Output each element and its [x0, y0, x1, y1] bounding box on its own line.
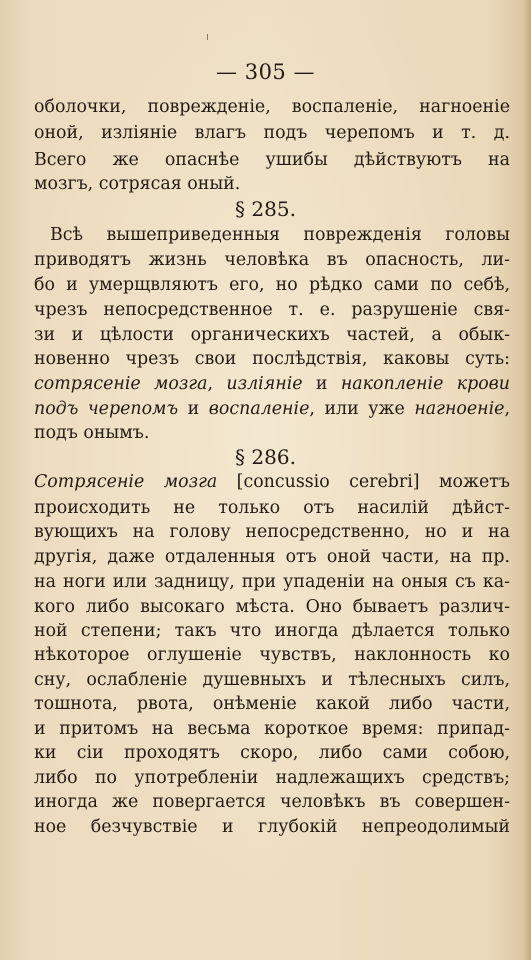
text-line: иногда же повергается человѣкъ въ совершен-: [34, 792, 510, 812]
italic-term: накопленіе крови: [340, 374, 510, 394]
text-line: Всего же опаснѣе ушибы дѣйствуютъ на: [34, 150, 510, 170]
text-line: приводятъ жизнь человѣка въ опасность, ли-: [34, 250, 510, 270]
text-line: чрезъ непосредственное т. е. разрушеніе свя-: [34, 300, 510, 320]
text-line: мозгъ, сотрясая оный.: [34, 174, 241, 194]
text-line: кого либо высокаго мѣста. Оно бываетъ различ-: [34, 597, 510, 617]
text-line-mixed: [34, 397, 510, 421]
text-span: , или уже: [309, 399, 415, 419]
section-heading-285: § 285.: [235, 197, 296, 221]
text-line: ной степени; такъ что иногда дѣлается только: [34, 621, 510, 641]
text-line: оной, излiянiе влагъ подъ черепомъ и т. д.: [34, 123, 510, 143]
italic-term: излiянiе: [226, 374, 303, 394]
text-line: ное безчувствіе и глубокій непреодолимый: [34, 817, 510, 837]
text-line-mixed: [34, 470, 510, 494]
text-span: ,: [504, 399, 510, 419]
section-heading-286: § 286.: [235, 445, 296, 469]
text-line: тошнота, рвота, онѣменіе какой либо части,: [34, 694, 510, 714]
italic-term: подъ черепомъ: [34, 399, 179, 419]
text-line: на ноги или задницу, при упаденіи на оныя съ ка-: [34, 572, 510, 592]
text-line: Всѣ вышеприведенныя поврежденія головы: [50, 225, 510, 245]
text-span: и: [302, 374, 341, 394]
text-line: оболочки, поврежденіе, воспаленіе, нагноеніе: [34, 97, 510, 117]
italic-term: нагноеніе: [414, 399, 505, 419]
text-line: зи и цѣлости органическихъ частей, а обык-: [34, 325, 510, 345]
text-span: [concussio cerebri] можетъ: [217, 472, 510, 492]
text-line-mixed: [34, 372, 510, 396]
page-number: — 305 —: [216, 60, 315, 84]
text-span: ,: [207, 374, 227, 394]
text-line: и притомъ на весьма короткое время: припад-: [34, 719, 510, 739]
text-line: либо по употребленіи надлежащихъ средствъ;: [34, 768, 510, 788]
print-mark: [207, 34, 208, 40]
italic-term: Сотрясеніе мозга: [34, 472, 218, 492]
italic-term: сотрясеніе мозга: [34, 374, 208, 394]
text-line: сну, ослабленіе душевныхъ и тѣлесныхъ силъ,: [34, 670, 510, 690]
text-line: новенно чрезъ свои послѣдствія, каковы суть:: [34, 349, 510, 369]
text-line: подъ онымъ.: [34, 423, 150, 443]
text-line: ки сіи проходятъ скоро, либо сами собою,: [34, 743, 510, 763]
text-line: бо и умерщвляютъ его, но рѣдко сами по себѣ,: [34, 275, 510, 295]
text-line: другія, даже отдаленныя отъ оной части, на пр.: [34, 547, 510, 567]
text-line: происходить не только отъ насилій дѣйст-: [34, 498, 510, 518]
text-line: нѣкоторое оглушеніе чувствъ, наклонность ко: [34, 645, 510, 665]
italic-term: воспаленіе: [208, 399, 310, 419]
text-span: и: [178, 399, 209, 419]
text-line: вующихъ на голову непосредственно, но и на: [34, 522, 510, 542]
page-edge-shadow: [523, 0, 531, 960]
